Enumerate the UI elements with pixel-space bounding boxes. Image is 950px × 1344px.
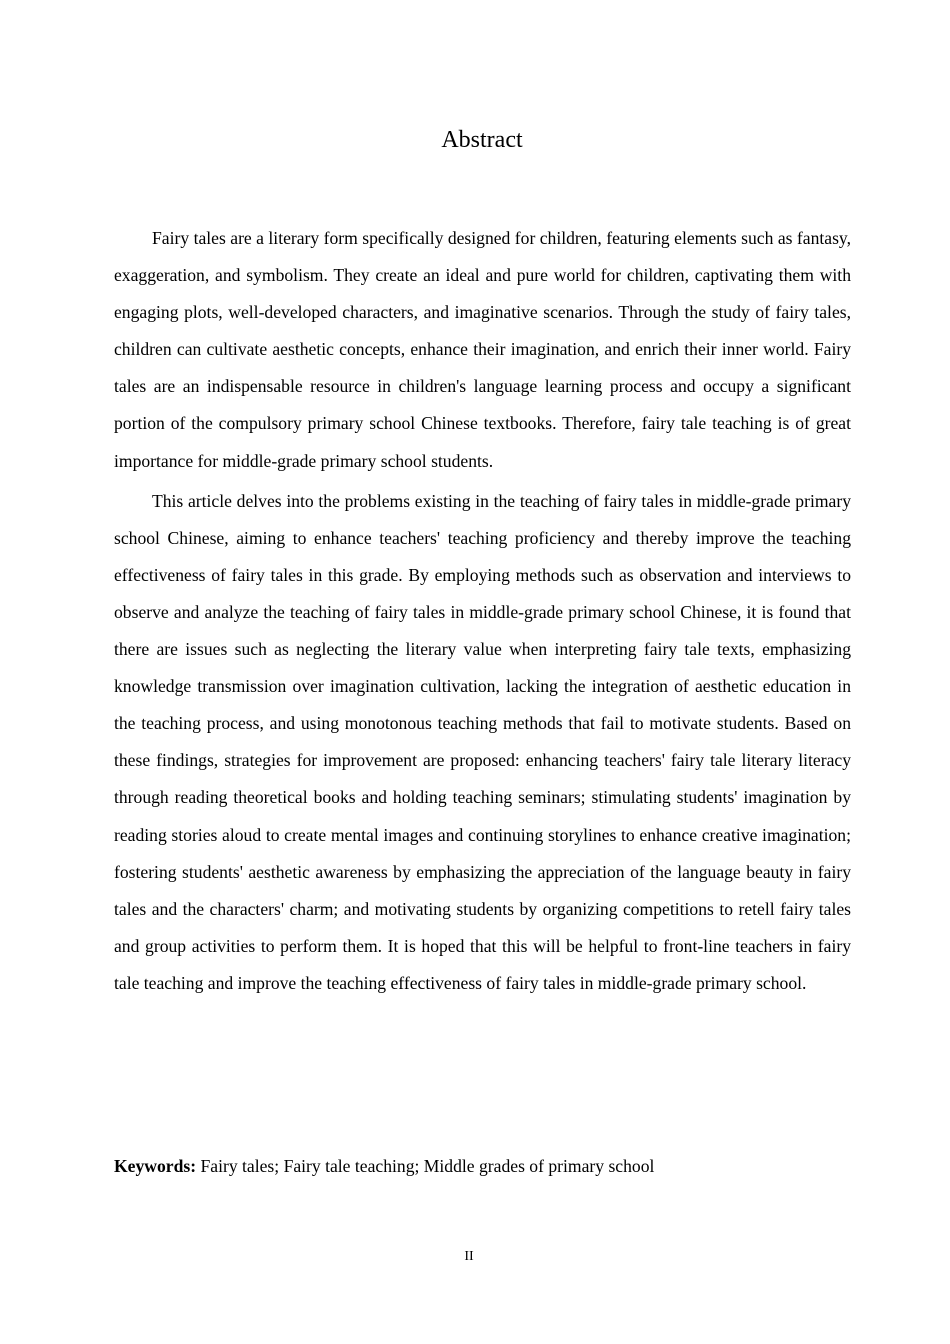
keywords-line bbox=[114, 1151, 851, 1181]
abstract-body bbox=[114, 220, 851, 1002]
page-title: Abstract bbox=[441, 127, 523, 153]
keywords-text: Fairy tales; Fairy tale teaching; Middle grades of primary school bbox=[200, 1156, 655, 1176]
abstract-paragraph-2: This article delves into the problems existing in the teaching of fairy tales in middle-grade primary school Chinese, aiming to enhance teachers' teaching proficiency and thereby improve the teaching effectiveness of fairy tales in this grade. By employing methods such as observation and interviews to observe and analyze the teaching of fairy tales in middle-grade primary school Chinese, it is found that there are issues such as neglecting the literary value when interpreting fairy tale texts, emphasizing knowledge transmission over imagination cultivation, lacking the integration of aesthetic education in the teaching process, and using monotonous teaching methods that fail to motivate students. Based on these findings, strategies for improvement are proposed: enhancing teachers' fairy tale literary literacy through reading theoretical books and holding teaching seminars; stimulating students' imagination by reading stories aloud to create mental images and continuing storylines to enhance creative imagination; fostering students' aesthetic awareness by emphasizing the appreciation of the language beauty in fairy tales and the characters' charm; and motivating students by organizing competitions to retell fairy tales and group activities to perform them. It is hoped that this will be helpful to front-line teachers in fairy tale teaching and improve the teaching effectiveness of fairy tales in middle-grade primary school. bbox=[114, 490, 851, 993]
keywords-label: Keywords: bbox=[114, 1156, 197, 1176]
page-number: II bbox=[464, 1249, 474, 1264]
abstract-paragraph-1: Fairy tales are a literary form specifically designed for children, featuring elements such as fantasy, exaggeration, and symbolism. They create an ideal and pure world for children, captivating them with engaging plots, well-developed characters, and imaginative scenarios. Through the study of fairy tales, children can cultivate aesthetic concepts, enhance their imagination, and enrich their inner world. Fairy tales are an indispensable resource in children's language learning process and occupy a significant portion of the compulsory primary school Chinese textbooks. Therefore, fairy tale teaching is of great importance for middle-grade primary school students. bbox=[114, 228, 851, 471]
